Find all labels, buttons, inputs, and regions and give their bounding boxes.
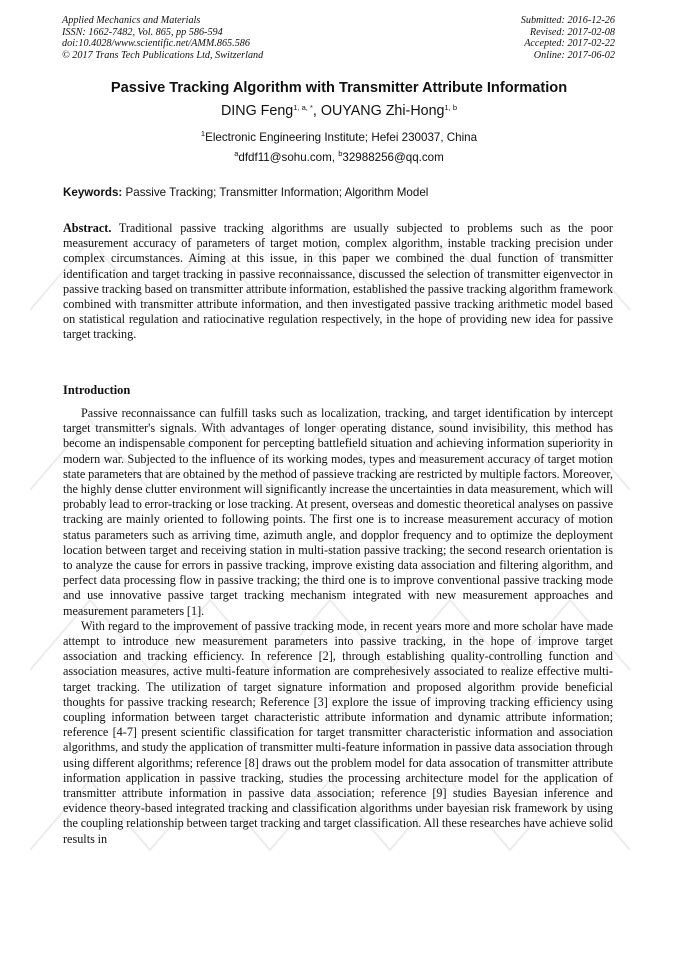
email-a[interactable]: dfdf11@sohu.com [238, 151, 332, 164]
journal-doi: doi:10.4028/www.scientific.net/AMM.865.586 [62, 38, 250, 50]
submitted-date: Submitted: 2016-12-26 [520, 15, 615, 26]
intro-paragraph-2: With regard to the improvement of passive tracking mode, in recent years more and more scholar have made attempt to introduce new measurement parameters into passive tracking, in the hope of improve target association and tracking efficiency. In reference [2], through establishing quality-controlling function and association measures, active multi-feature information are comprehesively associated to realize effective multi-target tracking. The utilization of target signature information and proposed algorithm provide beneficial thoughts for passive tracking research; Reference [3] explore the issue of improving tracking efficiency using coupling information between target characteristic attribute information and dynamic attribute information; reference [4-7] present scientific classification for target transmitter characteristic information and association algorithms, and study the application of transmitter multi-feature information in passive data association through using different algorithms; reference [8] draws out the problem model for data assocation of transmitter attribute information application in passive tracking, studies the processing architecture model for the application of transmitter attribute information in passive data association; reference [9] studies Bayesian inference and evidence theory-based integrated tracking and classification algorithms under bayesian risk framework by using the coupling relationship between target tracking and target classification. All these researches have achieve solid results in [63, 618, 613, 846]
affiliation-mark: 1 [200, 129, 206, 138]
abstract-label: Abstract. [63, 221, 112, 235]
accepted-date: Accepted: 2017-02-22 [524, 38, 615, 50]
affiliation-text: Electronic Engineering Institute; Hefei 230037, China [205, 131, 478, 144]
intro-paragraph-1: Passive reconnaissance can fulfill tasks such as localization, tracking, and target identification by intercept target transmitter's signals. With advantages of longer operating distance, sound invisibility, this method has become an indispensable component for percepting battlefield situation and achieving information superiority in modern war. Subjected to the influence of its working modes, types and measurement accuracy of target motion state parameters that are obtained by the method of passieve tracking are restricted by multiple factors. Moreover, the highly dense clutter environment will significantly increase the uncertainties in data measurement, which will probably lead to error-tracking or lose tracking. At present, overseas and domestic theoretical analyses on passive tracking are mainly oriented to following points. The first one is to increase measurement accuracy of motion status parameters such as arriving time, azimuth angle, and dopplor frequency and to optimize the deployment location between target and receiving station in multi-station passive tracking; the second research orientation is to analyze the cause for errors in passive tracking, improve existing data association and filtering algorithm, and perfect data processing flow in passive tracking; the third one is to improve conventional passive tracking mode and use innovative passive target tracking mechanism integrated with new measurement approaches and measurement parameters [1]. [63, 406, 613, 618]
email-b[interactable]: 32988256@qq.com [342, 151, 444, 164]
author-2: OUYANG Zhi-Hong [320, 103, 445, 119]
submission-dates [521, 15, 615, 61]
email-a-mark: a [234, 149, 239, 158]
author-line [0, 103, 678, 119]
journal-issn: ISSN: 1662-7482, Vol. 865, pp 586-594 [62, 26, 223, 38]
journal-copyright: © 2017 Trans Tech Publications Ltd, Switzerland [62, 49, 264, 61]
keywords [63, 186, 428, 199]
author-2-marks: 1, b [444, 103, 458, 112]
journal-name: Applied Mechanics and Materials [62, 15, 201, 26]
abstract [63, 221, 613, 343]
journal-info [62, 15, 263, 61]
keywords-label: Keywords: [63, 186, 123, 199]
author-separator: , [312, 103, 321, 119]
author-1-marks: 1, a, * [293, 103, 313, 112]
paper-title: Passive Tracking Algorithm with Transmitter Attribute Information [110, 80, 568, 96]
revised-date: Revised: 2017-02-08 [529, 26, 615, 38]
introduction-heading: Introduction [63, 383, 131, 397]
abstract-text: Traditional passive tracking algorithms are usually subjected to problems such as the poor measurement accuracy of parameters of target motion, complex algorithm, instable tracking precision under complex circumstances. Aiming at this issue, in this paper we combined the dual function of transmitter identification and target tracking in passive reconnaissance, discussed the selection of transmitter eigenvector in passive tracking based on transmitter attribute information, established the passive tracking algorithm framework combined with transmitter attribute information, and then investigated passive tracking arithmetic model based on statistical regulation and ratiocinative regulation respectively, in the hope of providing new idea for passive target tracking. [63, 221, 613, 342]
author-1: DING Feng [220, 103, 294, 119]
keywords-text: Passive Tracking; Transmitter Information; Algorithm Model [125, 186, 429, 199]
introduction-body [63, 406, 613, 847]
author-emails [0, 151, 678, 164]
email-separator: , [331, 151, 339, 164]
affiliation [0, 131, 678, 144]
email-b-mark: b [338, 149, 343, 158]
online-date: Online: 2017-06-02 [533, 49, 615, 61]
